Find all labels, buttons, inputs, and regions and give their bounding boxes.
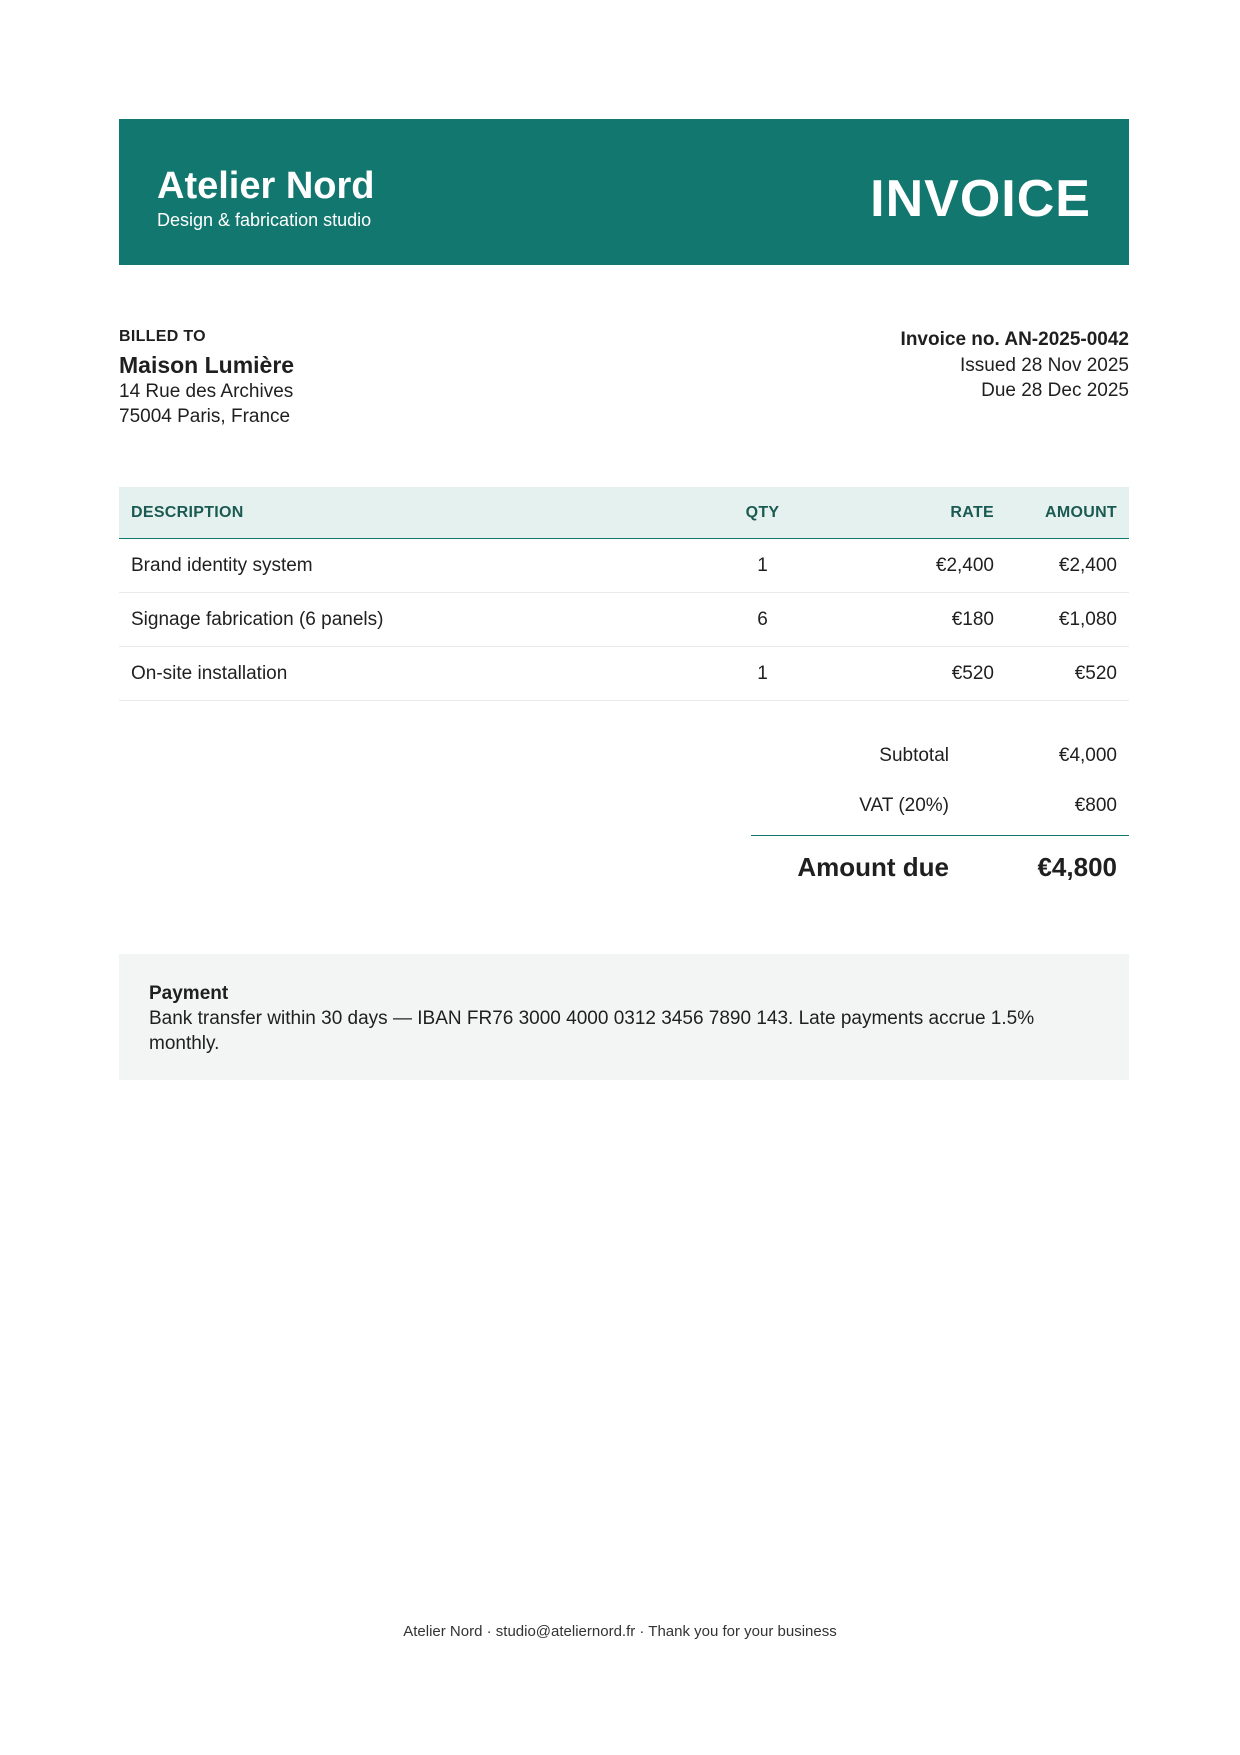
client-name: Maison Lumière: [119, 352, 295, 378]
item-rate: €180: [822, 593, 1006, 647]
amount-due-value: €4,800: [1037, 852, 1117, 882]
subtotal-label: Subtotal: [879, 745, 949, 766]
item-description: Brand identity system: [119, 539, 703, 593]
item-qty: 1: [703, 647, 822, 701]
item-amount: €520: [1006, 647, 1129, 701]
amount-due-row: [751, 836, 1129, 896]
invoice-header: [119, 119, 1129, 265]
document-type-title: INVOICE: [870, 170, 1091, 228]
vat-label: VAT (20%): [859, 795, 949, 816]
billed-to-label: BILLED TO: [119, 328, 206, 345]
item-rate: €520: [822, 647, 1006, 701]
column-header-description: DESCRIPTION: [119, 487, 703, 539]
item-amount: €1,080: [1006, 593, 1129, 647]
client-address-line-1: 14 Rue des Archives: [119, 381, 294, 402]
table-row: [119, 593, 1129, 647]
client-address-line-2: 75004 Paris, France: [119, 406, 291, 427]
line-items-table: [119, 487, 1129, 701]
vat-value: €800: [1074, 795, 1117, 816]
item-description: On-site installation: [119, 647, 703, 701]
item-qty: 1: [703, 539, 822, 593]
item-rate: €2,400: [822, 539, 1006, 593]
payment-note: [119, 954, 1129, 1080]
amount-due-label: Amount due: [797, 852, 949, 882]
column-header-rate: RATE: [822, 487, 1006, 539]
billed-to-block: [119, 327, 294, 429]
vat-row: [751, 783, 1129, 833]
subtotal-row: [751, 733, 1129, 783]
payment-text: Bank transfer within 30 days — IBAN FR76 3000 4000 0312 3456 7890 143. Late payments accrue 1.5% monthly.: [149, 1008, 1035, 1054]
due-date: Due 28 Dec 2025: [981, 380, 1129, 401]
table-header-row: [119, 487, 1129, 539]
item-qty: 6: [703, 593, 822, 647]
column-header-amount: AMOUNT: [1006, 487, 1129, 539]
column-header-qty: QTY: [703, 487, 822, 539]
table-row: [119, 539, 1129, 593]
brand-name: Atelier Nord: [157, 165, 375, 207]
totals-block: [751, 733, 1129, 896]
brand-block: [157, 165, 374, 231]
item-description: Signage fabrication (6 panels): [119, 593, 703, 647]
issue-date: Issued 28 Nov 2025: [959, 355, 1129, 376]
invoice-page: [119, 119, 1129, 1054]
invoice-number: Invoice no. AN-2025-0042: [900, 329, 1129, 350]
table-row: [119, 647, 1129, 701]
payment-title: Payment: [149, 983, 229, 1004]
item-amount: €2,400: [1006, 539, 1129, 593]
page-footer: Atelier Nord · studio@ateliernord.fr · Thank you for your business: [403, 1623, 837, 1640]
subtotal-value: €4,000: [1058, 745, 1117, 766]
brand-tagline: Design & fabrication studio: [157, 210, 372, 230]
invoice-meta-block: [901, 327, 1129, 403]
